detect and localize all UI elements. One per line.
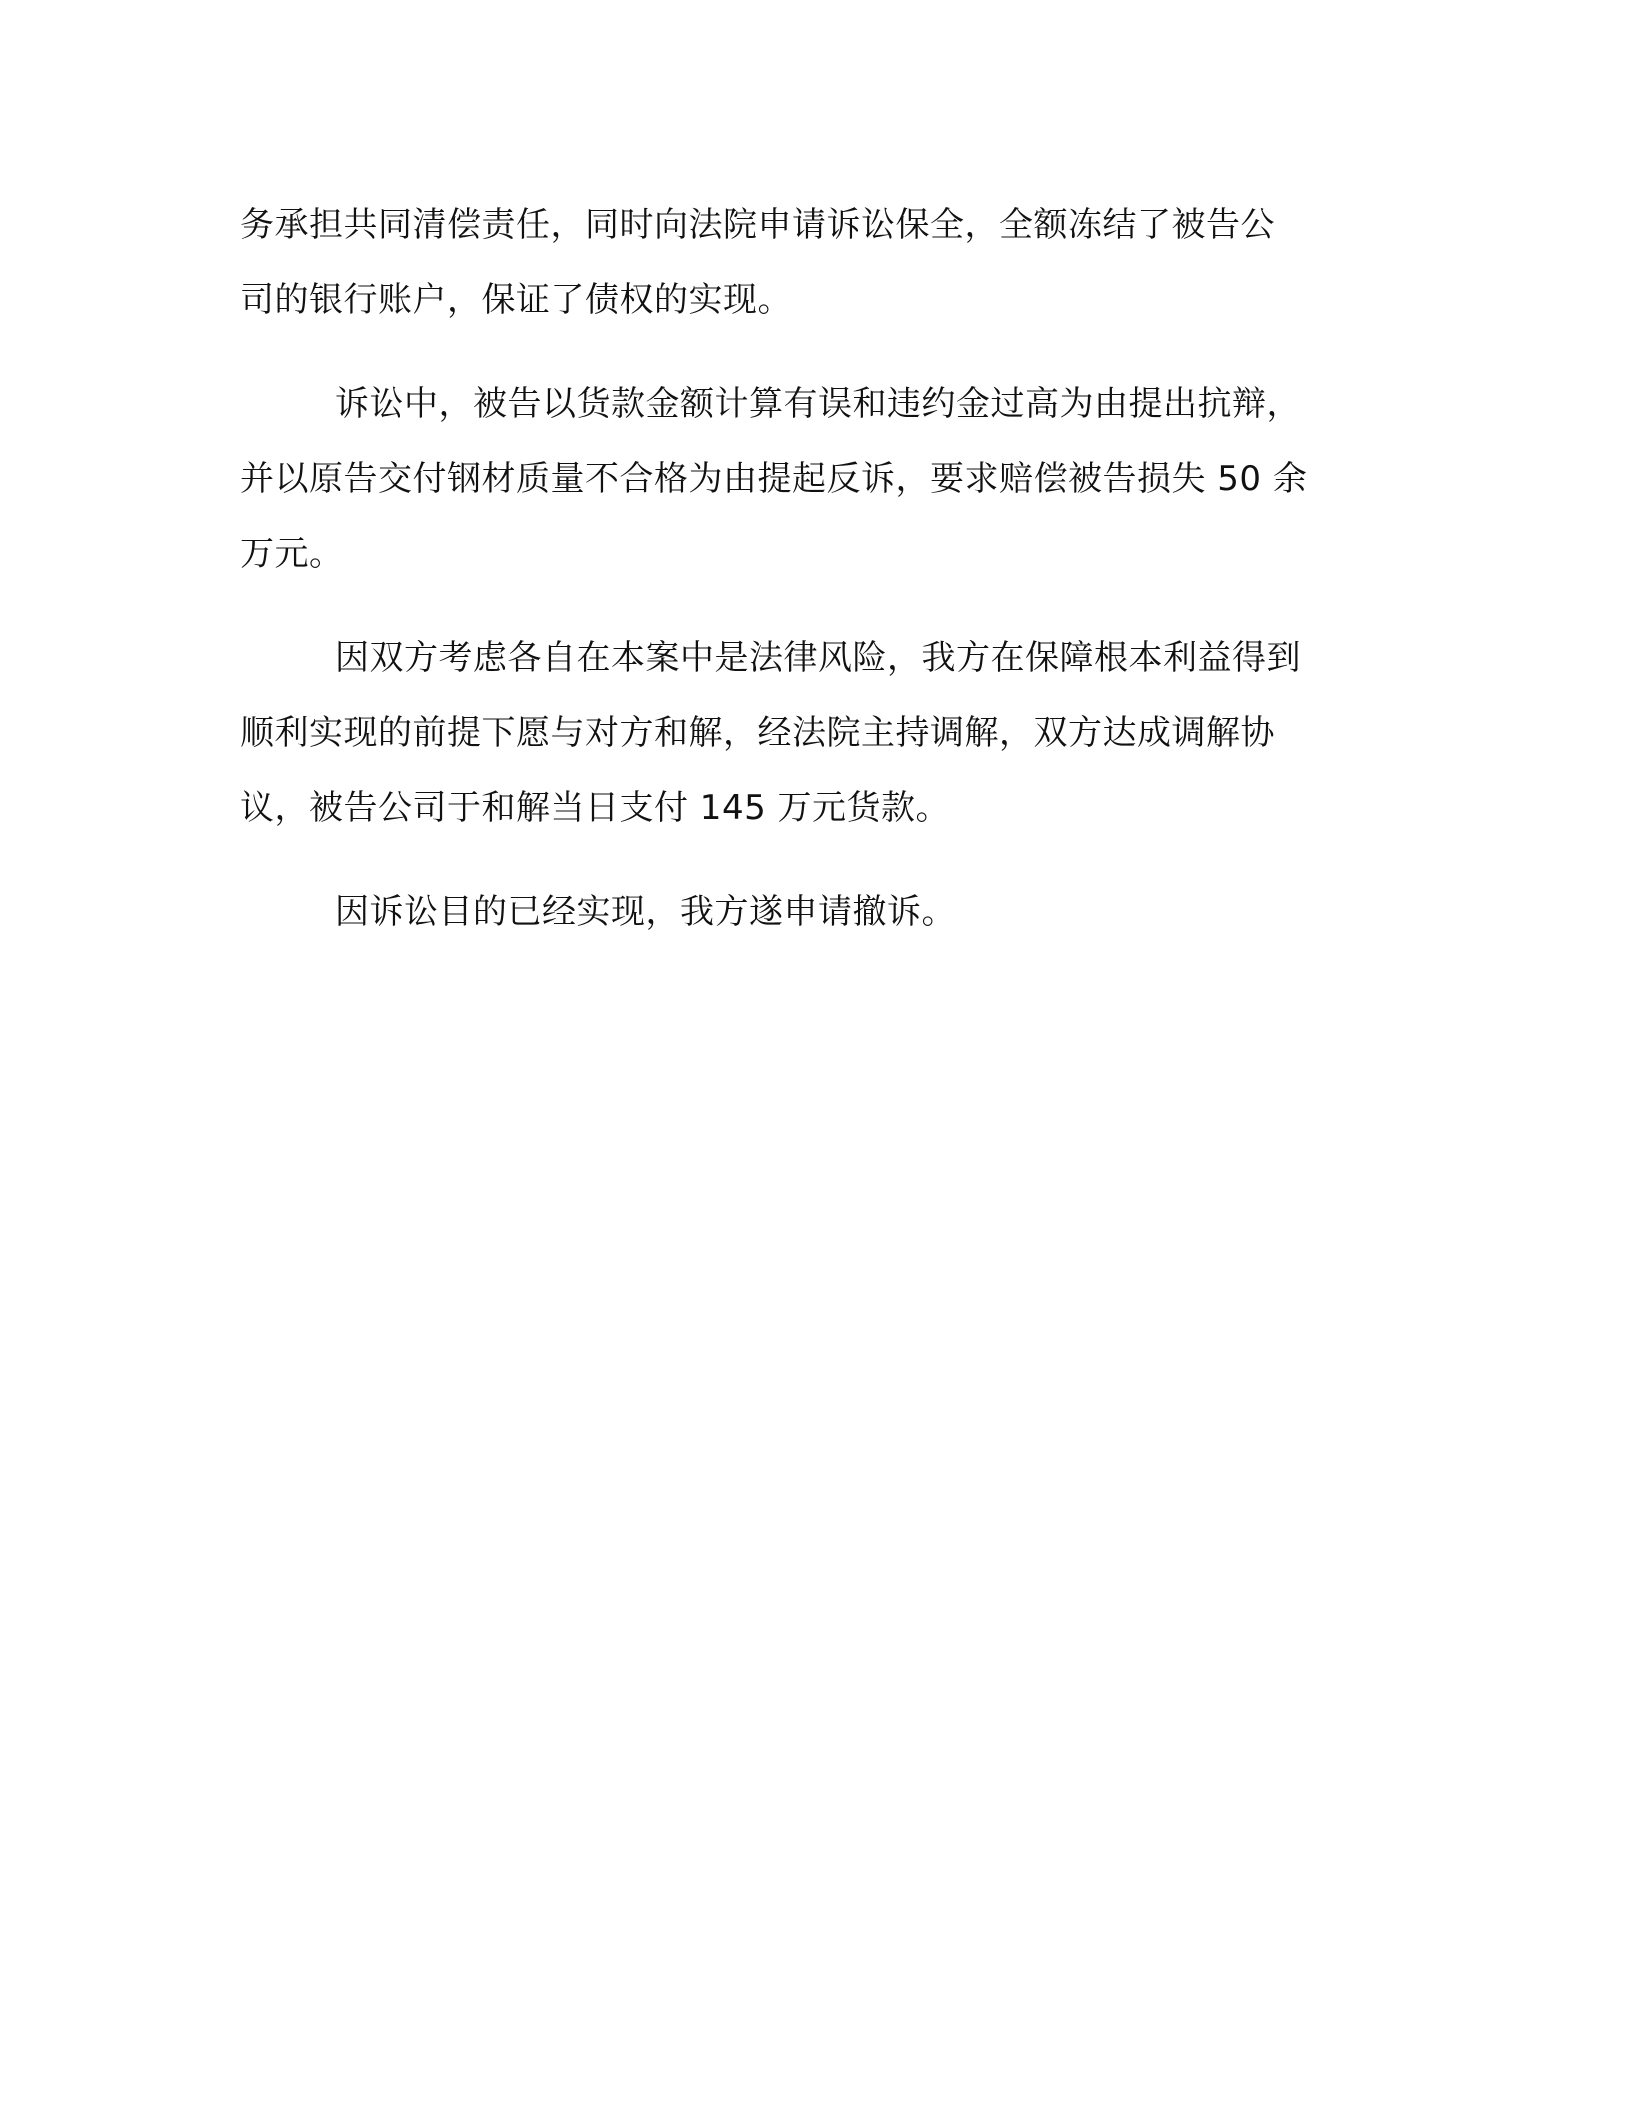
paragraph-2-line-1: 诉讼中，被告以货款金额计算有误和违约金过高为由提出抗辩，: [335, 384, 1301, 424]
paragraph-3-line-3: 议，被告公司于和解当日支付 145 万元货款。: [240, 788, 951, 828]
paragraph-3-line-2: 顺利实现的前提下愿与对方和解，经法院主持调解，双方达成调解协: [240, 713, 1275, 753]
paragraph-1-line-2: 司的银行账户，保证了债权的实现。: [240, 280, 792, 320]
paragraph-2: [240, 367, 1380, 592]
document-body: [240, 188, 1380, 979]
paragraph-2-line-2: 并以原告交付钢材质量不合格为由提起反诉，要求赔偿被告损失 50 余: [240, 459, 1308, 499]
paragraph-4: [240, 875, 1380, 950]
paragraph-3-line-1: 因双方考虑各自在本案中是法律风险，我方在保障根本利益得到: [335, 638, 1301, 678]
paragraph-4-line-1: 因诉讼目的已经实现，我方遂申请撤诉。: [335, 892, 956, 932]
paragraph-3: [240, 621, 1380, 846]
paragraph-1-line-1: 务承担共同清偿责任，同时向法院申请诉讼保全，全额冻结了被告公: [240, 205, 1275, 245]
paragraph-1: [240, 188, 1380, 338]
paragraph-2-line-3: 万元。: [240, 534, 344, 574]
